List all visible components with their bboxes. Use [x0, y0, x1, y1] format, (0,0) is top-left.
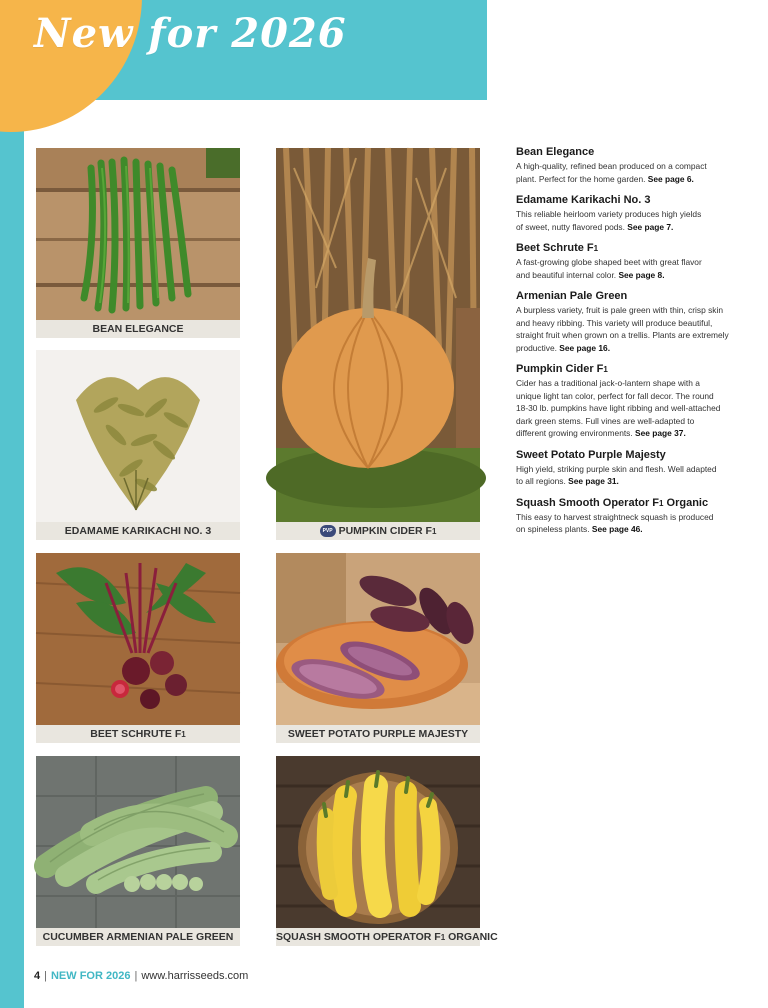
- desc-title: Beet Schrute F1: [516, 242, 599, 254]
- page-title: New for 2026: [34, 10, 347, 57]
- desc-title: Edamame Karikachi No. 3: [516, 194, 651, 206]
- caption-pumpkin: PVP PUMPKIN CIDER F1: [276, 522, 480, 540]
- caption-cucumber: CUCUMBER ARMENIAN PALE GREEN: [36, 928, 240, 946]
- desc-pumpkin: [516, 363, 736, 440]
- desc-bean: [516, 146, 736, 185]
- product-card-sweet-potato[interactable]: [276, 553, 480, 743]
- product-card-cucumber[interactable]: [36, 756, 240, 946]
- see-page-link[interactable]: See page 7.: [627, 221, 674, 232]
- footer-separator: |: [44, 970, 47, 982]
- page-footer: [34, 970, 248, 982]
- desc-title: Pumpkin Cider F1: [516, 363, 608, 375]
- left-margin-stripe: [0, 0, 24, 1008]
- desc-body: A high-quality, refined bean produced on a compact plant. Perfect for the home garden. See page 6.: [516, 161, 707, 184]
- desc-title: Squash Smooth Operator F1 Organic: [516, 496, 709, 509]
- edamame-photo: [36, 350, 240, 522]
- see-page-link[interactable]: See page 6.: [647, 173, 694, 184]
- caption-edamame: EDAMAME KARIKACHI NO. 3: [36, 522, 240, 540]
- see-page-link[interactable]: See page 37.: [635, 428, 686, 438]
- see-page-link[interactable]: See page 8.: [618, 269, 665, 280]
- product-card-squash[interactable]: [276, 756, 498, 946]
- product-descriptions: [516, 146, 736, 545]
- page-number: 4: [34, 970, 41, 982]
- squash-photo: [276, 756, 480, 928]
- desc-beet: [516, 242, 736, 281]
- desc-title: Bean Elegance: [516, 146, 595, 158]
- footer-website-link[interactable]: www.harrisseeds.com: [141, 970, 249, 982]
- product-card-pumpkin[interactable]: [276, 148, 480, 540]
- product-card-bean[interactable]: [36, 148, 240, 338]
- sweet-potato-photo: [276, 553, 480, 725]
- pumpkin-photo: [276, 148, 480, 522]
- caption-sweet-potato: SWEET POTATO PURPLE MAJESTY: [276, 725, 480, 743]
- caption-bean: BEAN ELEGANCE: [36, 320, 240, 338]
- desc-title: Armenian Pale Green: [516, 290, 628, 302]
- desc-body: Cider has a traditional jack-o-lantern shape with a unique light tan color, perfect for fall decor. The round 18-30 lb. pumpkins have light ribbing and well-attached dark green stems. Full vines are well-adapted to different growing environments. See page 37.: [516, 378, 721, 438]
- desc-armenian-cucumber: [516, 290, 736, 354]
- bean-photo: [36, 148, 240, 320]
- cucumber-photo: [36, 756, 240, 928]
- desc-body: High yield, striking purple skin and flesh. Well adapted to all regions. See page 31.: [516, 463, 717, 486]
- product-card-beet[interactable]: [36, 553, 240, 743]
- desc-body: A burpless variety, fruit is pale green with thin, crisp skin and heavy ribbing. This variety will produce beautiful, straight fruit when grown on a trellis. Plants are extremely productive. See page 16.: [516, 305, 729, 353]
- see-page-link[interactable]: See page 16.: [559, 342, 611, 353]
- product-card-edamame[interactable]: [36, 350, 240, 540]
- desc-body: This easy to harvest straightneck squash is produced on spineless plants. See page 46.: [516, 511, 714, 534]
- desc-body: This reliable heirloom variety produces high yields of sweet, nutty flavored pods. See page 7.: [516, 209, 702, 232]
- caption-beet: BEET SCHRUTE F1: [36, 725, 240, 743]
- see-page-link[interactable]: See page 31.: [568, 476, 619, 486]
- beet-photo: [36, 553, 240, 725]
- pvp-badge-icon: PVP: [320, 525, 336, 537]
- desc-sweet-potato: [516, 449, 736, 488]
- desc-edamame: [516, 194, 736, 233]
- desc-squash: [516, 497, 736, 536]
- desc-title: Sweet Potato Purple Majesty: [516, 448, 666, 461]
- caption-squash: SQUASH SMOOTH OPERATOR F1 ORGANIC: [276, 928, 480, 946]
- footer-separator: |: [134, 970, 138, 982]
- footer-section: NEW FOR 2026: [50, 970, 131, 982]
- desc-body: A fast-growing globe shaped beet with great flavor and beautiful internal color. See page 8.: [516, 257, 702, 280]
- see-page-link[interactable]: See page 46.: [591, 524, 643, 534]
